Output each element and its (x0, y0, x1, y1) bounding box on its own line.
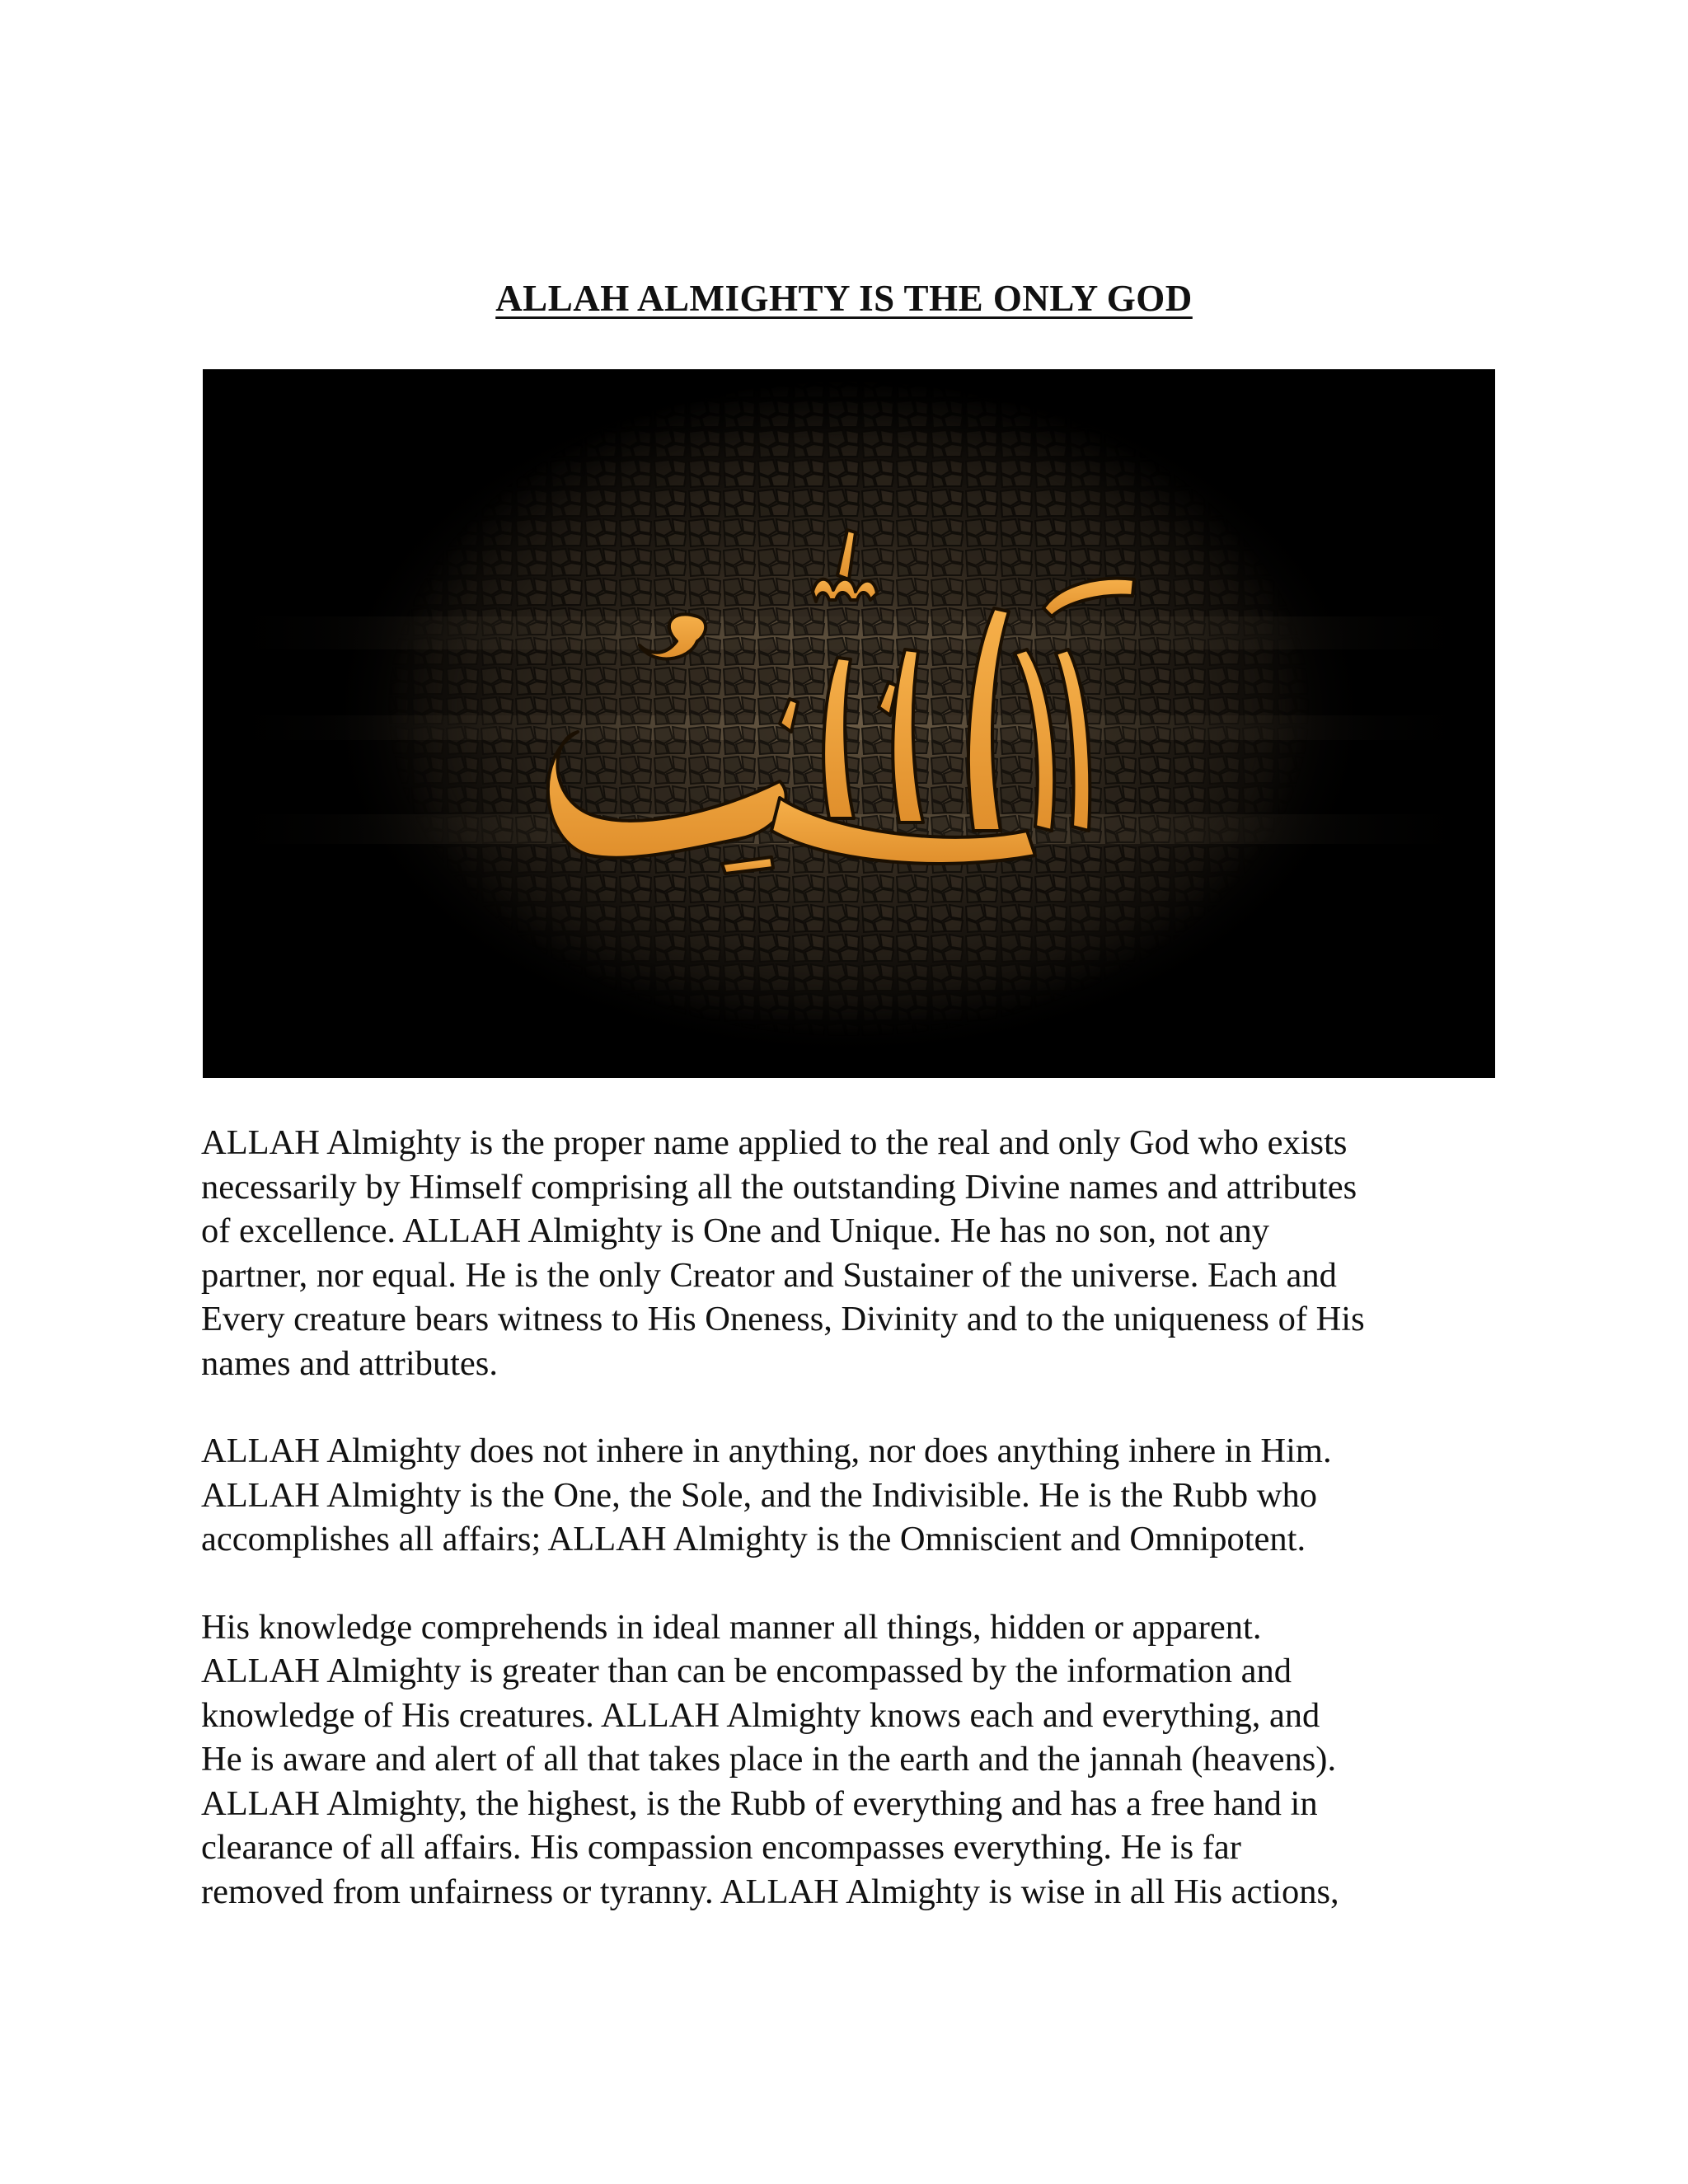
page-title-text: ALLAH ALMIGHTY IS THE ONLY GOD (495, 278, 1193, 319)
allah-calligraphy-image (203, 369, 1495, 1078)
calligraphy-artwork (203, 369, 1495, 1078)
paragraph-3: His knowledge comprehends in ideal manner all things, hidden or apparent. ALLAH Almighty is greater than can be encompassed by the information and knowledge of His creatures. ALLAH Almighty knows each and everything, and He is aware and alert of all that takes place in the earth and the jannah (heavens). ALLAH Almighty, the highest, is the Rubb of everything and has a free hand in clearance of all affairs. His compassion encompasses everything. He is far removed from unfairness or tyranny. ALLAH Almighty is wise in all His actions, (201, 1607, 1339, 1911)
body-text (201, 1121, 1520, 1957)
paragraph-2: ALLAH Almighty does not inhere in anything, nor does anything inhere in Him. ALLAH Almighty is the One, the Sole, and the Indivisible. He is the Rubb who accomplishes all affairs; ALLAH Almighty is the Omniscient and Omnipotent. (201, 1432, 1332, 1558)
paragraph-1: ALLAH Almighty is the proper name applied to the real and only God who exists necessarily by Himself comprising all the outstanding Divine names and attributes of excellence. ALLAH Almighty is One and Unique. He has no son, not any partner, nor equal. He is the only Creator and Sustainer of the universe. Each and Every creature bears witness to His Oneness, Divinity and to the uniqueness of His names and attributes. (201, 1123, 1365, 1383)
page-title (0, 277, 1688, 320)
